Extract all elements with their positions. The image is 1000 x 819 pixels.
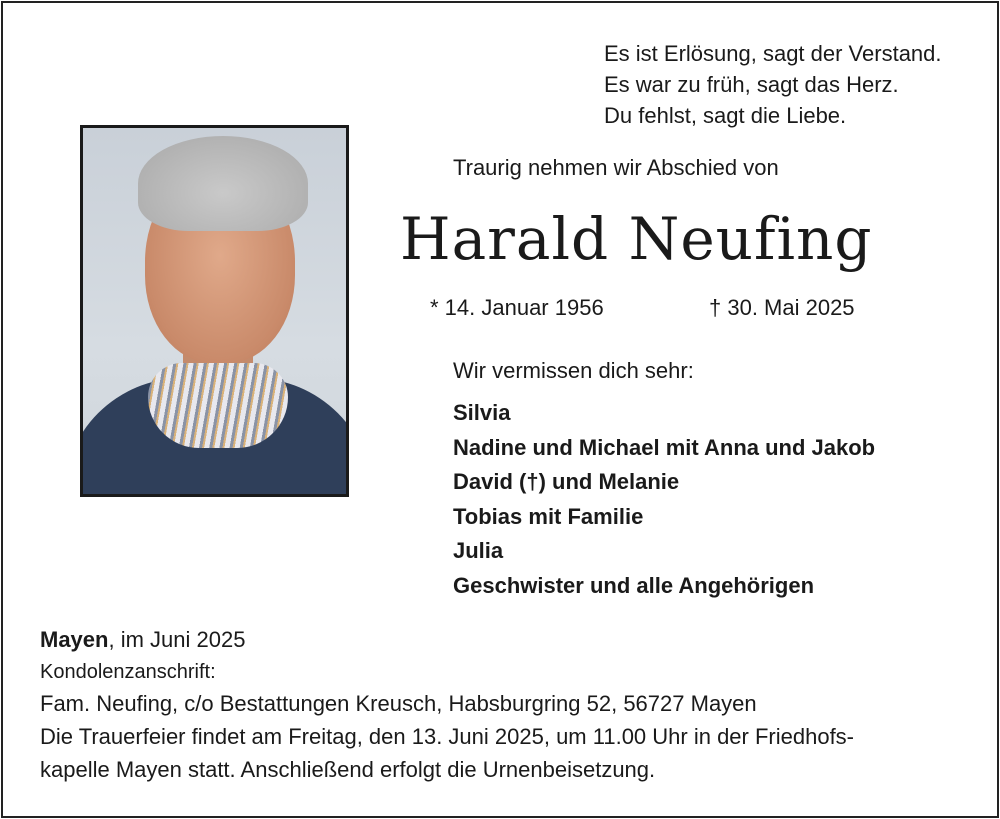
portrait-photo <box>80 125 349 497</box>
condolence-address: Fam. Neufing, c/o Bestattungen Kreusch, Habsburgring 52, 56727 Mayen <box>40 691 757 716</box>
birth-date: * 14. Januar 1956 <box>430 295 604 320</box>
place-date <box>40 623 854 657</box>
place: Mayen <box>40 627 109 652</box>
family-member: David (†) und Melanie <box>453 469 680 495</box>
poem-line: Es ist Erlösung, sagt der Verstand. <box>604 41 942 66</box>
family-list <box>453 396 875 604</box>
family-member: Geschwister und alle Angehörigen <box>453 572 815 598</box>
poem <box>604 38 942 131</box>
poem-line: Du fehlst, sagt die Liebe. <box>604 103 847 128</box>
poem-line: Es war zu früh, sagt das Herz. <box>604 72 899 97</box>
family-member: Tobias mit Familie <box>453 503 644 529</box>
ceremony-line: Die Trauerfeier findet am Freitag, den 13. Juni 2025, um 11.00 Uhr in der Friedhofs- <box>40 724 855 749</box>
death-date: † 30. Mai 2025 <box>709 295 855 320</box>
family-member: Julia <box>453 538 504 564</box>
footer-info <box>40 623 854 786</box>
intro-text: Traurig nehmen wir Abschied von <box>453 155 779 180</box>
family-member: Nadine und Michael mit Anna und Jakob <box>453 434 876 460</box>
condolence-label: Kondolenzanschrift: <box>40 661 216 683</box>
miss-line: Wir vermissen dich sehr: <box>453 358 694 383</box>
family-member: Silvia <box>453 400 511 425</box>
ceremony-line: kapelle Mayen statt. Anschließend erfolgt die Urnenbeisetzung. <box>40 757 656 782</box>
date-text: , im Juni 2025 <box>108 627 246 652</box>
deceased-name: Harald Neufing <box>400 205 873 273</box>
